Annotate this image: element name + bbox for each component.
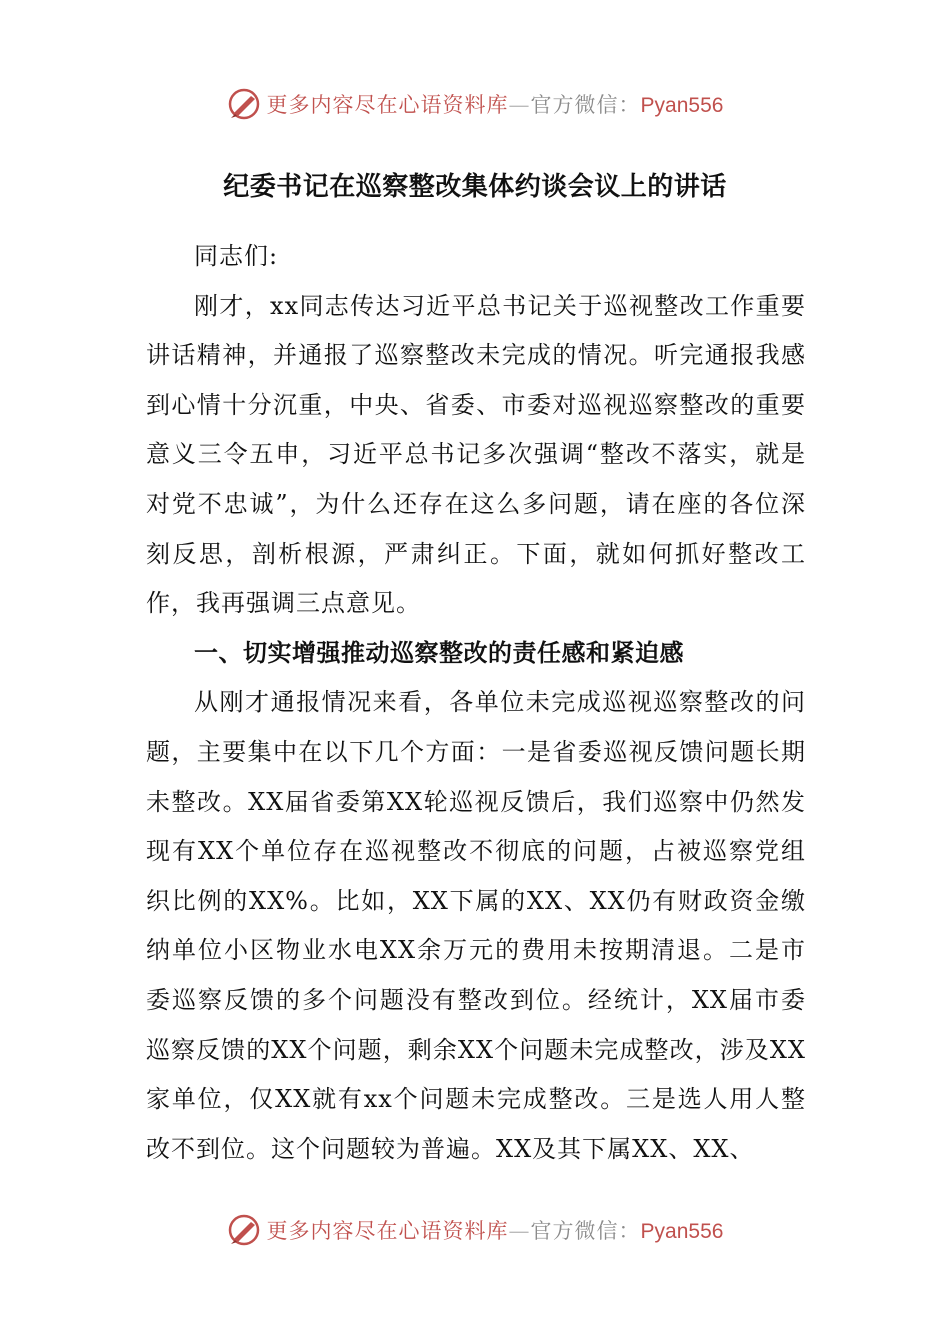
footer-banner — [0, 1208, 950, 1252]
paragraph-1: 刚才，xx同志传达习近平总书记关于巡视整改工作重要讲话精神，并通报了巡察整改未完成的情况。听完通报我感到心情十分沉重，中央、省委、市委对巡视巡察整改的重要意义三令五申，习近平总书记多次强调“整改不落实，就是对党不忠诚”，为什么还存在这么多问题，请在座的各位深刻反思，剖析根源，严肃纠正。下面，就如何抓好整改工作，我再强调三点意见。 — [146, 291, 806, 618]
banner-wechat-label: 官方微信： — [530, 1219, 641, 1243]
banner-wechat-label: 官方微信： — [530, 93, 641, 117]
paragraph-2: 从刚才通报情况来看，各单位未完成巡视巡察整改的问题，主要集中在以下几个方面：一是省委巡视反馈问题长期未整改。XX届省委第XX轮巡视反馈后，我们巡察中仍然发现有XX个单位存在巡视整改不彻底的问题，占被巡察党组织比例的XX%。比如，XX下属的XX、XX仍有财政资金缴纳单位小区物业水电XX余万元的费用未按期清退。二是市委巡察反馈的多个问题没有整改到位。经统计，XX届市委巡察反馈的XX个问题，剩余XX个问题未完成整改，涉及XX家单位，仅XX就有xx个问题未完成整改。三是选人用人整改不到位。这个问题较为普遍。XX及其下属XX、XX、 — [146, 688, 806, 1163]
banner-main-text: 更多内容尽在心语资料库 — [266, 93, 509, 117]
section-heading-1: 一、切实增强推动巡察整改的责任感和紧迫感 — [194, 638, 684, 667]
header-banner — [0, 82, 950, 126]
banner-separator: — — [508, 1219, 531, 1243]
banner-separator: — — [508, 93, 531, 117]
salutation: 同志们: — [194, 242, 279, 270]
pen-in-circle-logo-icon — [227, 1213, 261, 1247]
banner-wechat-id: Pyan556 — [640, 94, 724, 117]
banner-wechat-id: Pyan556 — [640, 1220, 724, 1243]
document-title: 纪委书记在巡察整改集体约谈会议上的讲话 — [223, 172, 727, 202]
document-body — [146, 232, 806, 1174]
banner-text — [267, 1215, 724, 1245]
banner-main-text: 更多内容尽在心语资料库 — [266, 1219, 509, 1243]
pen-in-circle-logo-icon — [227, 87, 261, 121]
banner-text — [267, 89, 724, 119]
